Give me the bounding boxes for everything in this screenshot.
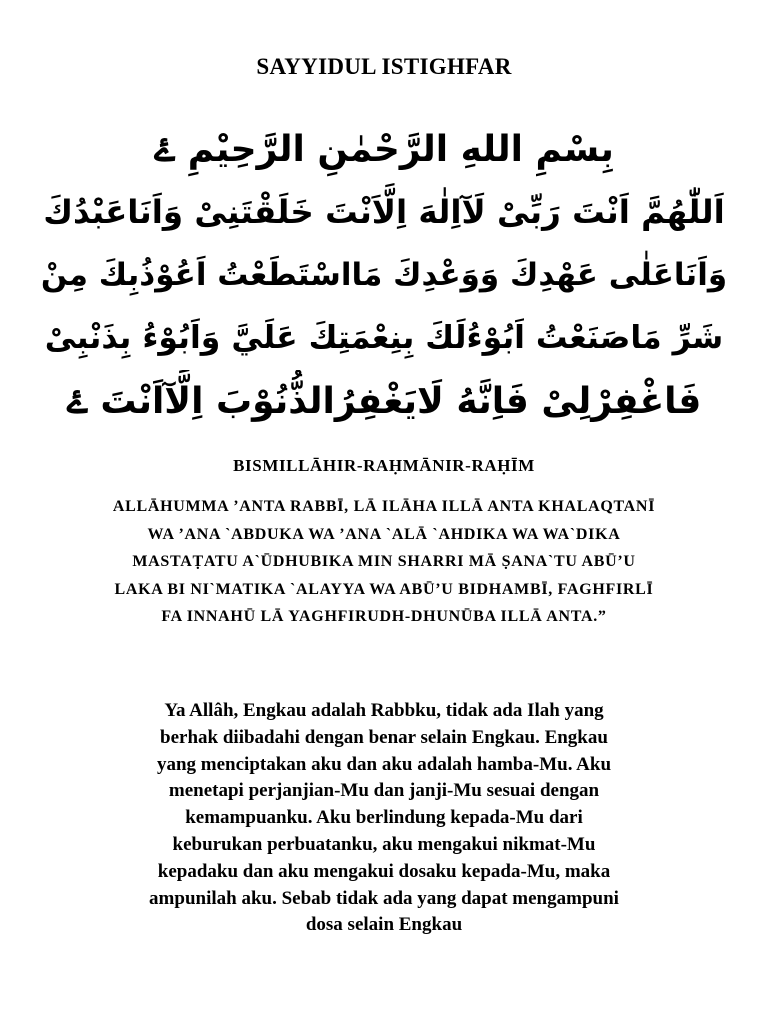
translation-line: Ya Allâh, Engkau adalah Rabbku, tidak ada Ilah yang [164, 700, 604, 721]
transliteration-line: LAKA BI NI`MATIKA `ALAYYA WA ABŪ’U BIDHAMBĪ, FAGHFIRLĪ [114, 580, 654, 598]
translation-line: berhak diibadahi dengan benar selain Engkau. Engkau [160, 726, 608, 748]
transliteration-line: MASTAṬATU A`ŪDHUBIKA MIN SHARRI MĀ ṢANA`TU ABŪ’U [132, 553, 636, 570]
translation-line: menetapi perjanjian-Mu dan janji-Mu sesuai dengan [168, 780, 600, 802]
transliteration-line: FA INNAHŪ LĀ YAGHFIRUDH-DHUNŪBA ILLĀ ANTA.” [161, 608, 607, 625]
transliteration-line: WA ’ANA `ABDUKA WA ’ANA `ALĀ `AHDIKA WA WA`DIKA [147, 525, 621, 543]
translation-line: kemampuanku. Aku berlindung kepada-Mu dari [185, 807, 583, 829]
arabic-line: اَللّٰهُمَّ اَنْتَ رَبِّىْ لَآاِلٰهَ اِلَّاَنْتَ خَلَقْتَنِىْ وَاَنَاعَبْدُكَ [43, 193, 725, 231]
translation-block [84, 698, 684, 939]
transliteration-heading: BISMILLĀHIR-RAḤMĀNIR-RAḤĪM [233, 456, 535, 475]
arabic-line: شَرِّ مَاصَنَعْتُ اَبُوْءُلَكَ بِنِعْمَتِكَ عَلَيَّ وَاَبُوْءُ بِذَنْبِىْ [44, 320, 724, 356]
arabic-text-block [40, 118, 728, 433]
arabic-line: فَاغْفِرْلِىْ فَاِنَّهُ لَايَغْفِرُالذُّنُوْبَ اِلَّآاَنْتَ ۓ [66, 381, 702, 422]
arabic-line: وَاَنَاعَلٰى عَهْدِكَ وَوَعْدِكَ مَااسْتَطَعْتُ اَعُوْذُبِكَ مِنْ [40, 257, 728, 293]
transliteration-block [30, 493, 738, 631]
translation-line: yang menciptakan aku dan aku adalah hamba-Mu. Aku [156, 753, 612, 775]
translation-line: kepadaku dan aku mengakui dosaku kepada-Mu, maka [157, 860, 611, 882]
translation-line: dosa selain Engkau [305, 914, 463, 936]
transliteration-line: ALLĀHUMMA ’ANTA RABBĪ, LĀ ILĀHA ILLĀ ANTA KHALAQTANĪ [112, 498, 656, 515]
translation-line: keburukan perbuatanku, aku mengakui nikmat-Mu [172, 833, 596, 855]
document-title: SAYYIDUL ISTIGHFAR [256, 54, 512, 79]
arabic-line-basmala: بِسْمِ اللهِ الرَّحْمٰنِ الرَّحِيْمِ ۓ [154, 129, 614, 170]
translation-line: ampunilah aku. Sebab tidak ada yang dapat mengampuni [149, 887, 619, 909]
